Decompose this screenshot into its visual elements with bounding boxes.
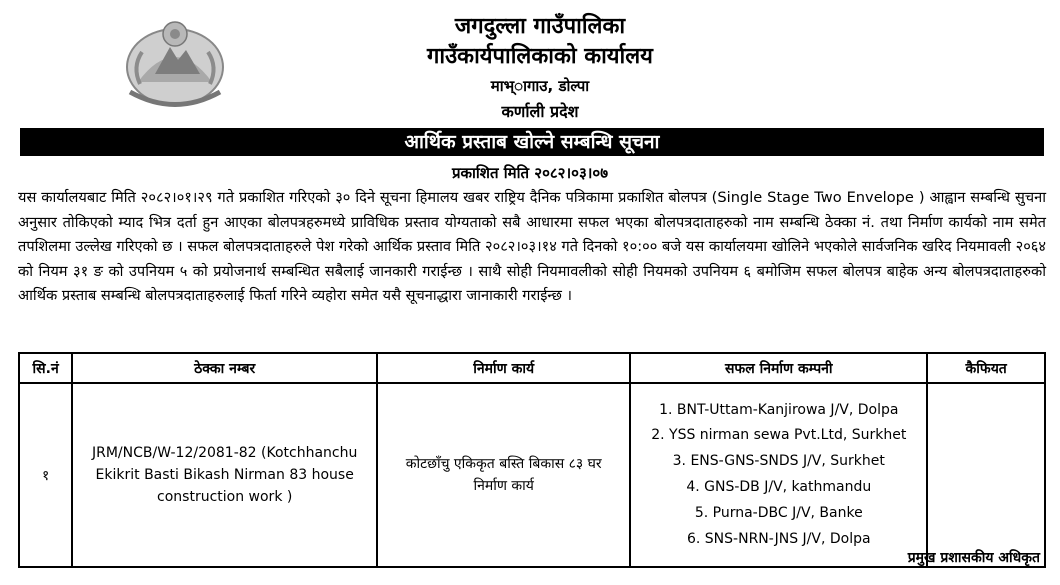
contract-number: JRM/NCB/W-12/2081-82 (Kotchhanchu Ekikrit Basti Bikash Nirman 83 house construction work ): [92, 445, 358, 505]
published-date: प्रकाशित मिति २०८२।०३।०७: [451, 164, 609, 182]
cell-companies: [630, 383, 927, 567]
cell-sn: १: [19, 383, 72, 567]
list-item: 3. ENS-GNS-SNDS J/V, Surkhet: [672, 453, 885, 470]
header-work: निर्माण कार्य: [377, 353, 630, 383]
header-company: सफल निर्माण कम्पनी: [630, 353, 927, 383]
header-contract: ठेक्का नम्बर: [72, 353, 377, 383]
work-name: कोटछाँचु एकिकृत बस्ति बिकास ८३ घर निर्माण कार्य: [405, 456, 602, 494]
signature-title: प्रमुख प्रशासकीय अधिकृत: [907, 550, 1040, 566]
province-name: कर्णाली प्रदेश: [501, 102, 579, 121]
list-item: 2. YSS nirman sewa Pvt.Ltd, Surkhet: [651, 427, 907, 444]
notice-title: आर्थिक प्रस्ताब खोल्ने सम्बन्धि सूचना: [20, 128, 1044, 156]
office-address: माभ्ागाउ, डोल्पा: [490, 77, 590, 95]
cell-work: [377, 383, 630, 567]
notice-body: यस कार्यालयबाट मिति २०८२।०१।२९ गते प्रकाशित गरिएको ३० दिने सूचना हिमालय खबर राष्ट्रिय दैनिक पत्रिकामा प्रकाशित बोलपत्र (Single Stage Two Envelope ) आह्वान सम्बन्धि सुचना अनुसार तोकिएको म्याद भित्र दर्ता हुन आएका बोलपत्रहरुमध्ये प्राविधिक प्रस्ताव योग्यताको सबै आधारमा सफल भएका बोलपत्रदाताहरुको नाम सम्बन्धि ठेक्का नं. तथा निर्माण कार्यको नाम समेत तपशिलमा उल्लेख गरिएको छ । सफल बोलपत्रदाताहरुले पेश गरेको आर्थिक प्रस्ताव मिति २०८२।०३।१४ गते दिनको १०:०० बजे यस कार्यालयमा खोलिने भएकोले सार्वजनिक खरिद नियमावली २०६४ को नियम ३१ ङ को उपनियम ५ को प्रयोजनार्थ सम्बन्धित सबैलाई जानकारी गराईन्छ । साथै सोही नियमावलीको सोही नियमको उपनियम ६ बमोजिम सफल बोलपत्र बाहेक अन्य बोलपत्रदाताहरुको आर्थिक प्रस्ताब सम्बन्धि बोलपत्रदाताहरुलाई फिर्ता गरिने व्यहोरा समेत यसै सूचनाद्धारा जानाकारी गराईन्छ ।: [18, 189, 1046, 304]
table-row: [19, 383, 1045, 567]
municipality-name: जगदुल्ला गाउँपालिका: [454, 14, 626, 39]
header-remarks: कैफियत: [927, 353, 1045, 383]
list-item: 4. GNS-DB J/V, kathmandu: [686, 479, 872, 495]
list-item: 6. SNS-NRN-JNS J/V, Dolpa: [686, 530, 871, 547]
table-header-row: [19, 353, 1045, 383]
company-list: [632, 398, 925, 553]
list-item: 1. BNT-Uttam-Kanjirowa J/V, Dolpa: [659, 401, 899, 418]
list-item: 5. Purna-DBC J/V, Banke: [694, 504, 863, 521]
office-name: गाउँकार्यपालिकाको कार्यालय: [427, 44, 653, 69]
government-emblem-icon: [120, 12, 230, 112]
cell-contract: [72, 383, 377, 567]
cell-remarks: [927, 383, 1045, 567]
header-sn: सि.नं: [19, 353, 72, 383]
bid-table: [18, 352, 1046, 568]
